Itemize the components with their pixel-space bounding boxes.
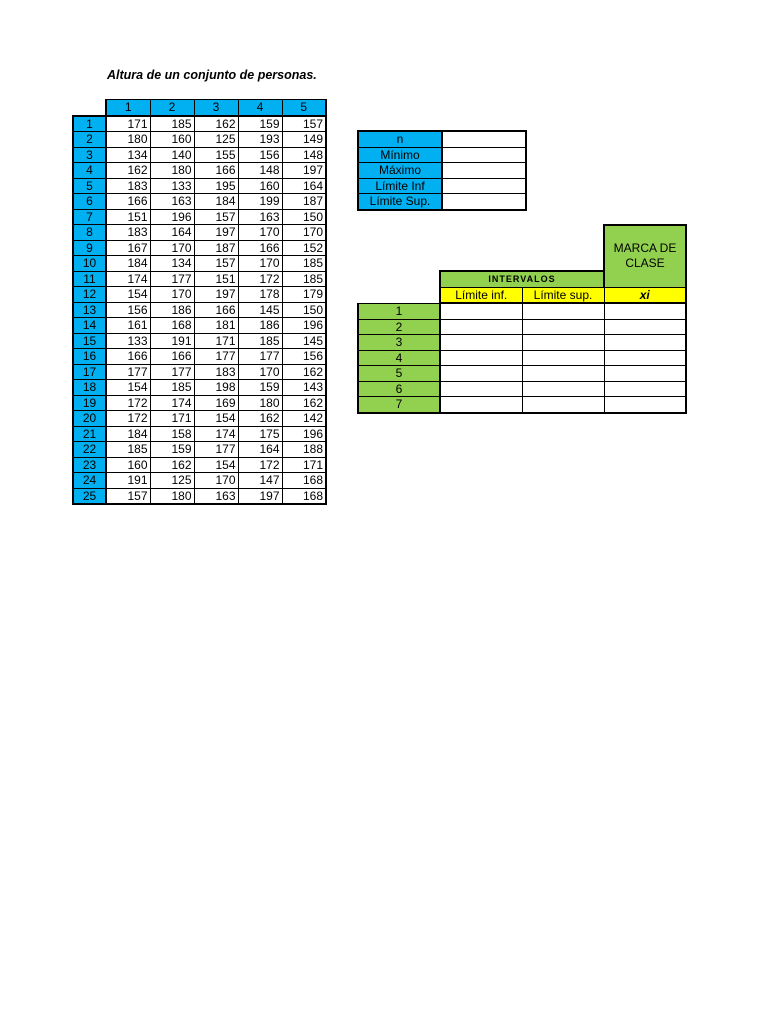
row-header: 14 — [73, 318, 106, 334]
data-cell[interactable]: 166 — [106, 349, 150, 365]
class-mark-cell[interactable] — [604, 381, 686, 397]
data-cell[interactable]: 169 — [194, 395, 238, 411]
row-header: 12 — [73, 287, 106, 303]
data-cell[interactable]: 184 — [106, 426, 150, 442]
table-row — [73, 116, 326, 132]
summary-row — [358, 131, 526, 147]
summary-row — [358, 163, 526, 179]
data-cell[interactable]: 143 — [282, 380, 326, 396]
summary-value-cell[interactable] — [442, 131, 526, 147]
row-header: 3 — [73, 147, 106, 163]
data-cell[interactable]: 179 — [282, 287, 326, 303]
row-header: 8 — [73, 225, 106, 241]
data-cell[interactable]: 196 — [282, 318, 326, 334]
data-cell[interactable]: 164 — [282, 178, 326, 194]
data-cell[interactable]: 145 — [282, 333, 326, 349]
blank-cell — [358, 287, 440, 303]
data-cell[interactable]: 154 — [194, 457, 238, 473]
data-cell[interactable]: 172 — [238, 271, 282, 287]
data-cell[interactable]: 171 — [106, 116, 150, 132]
table-row — [73, 147, 326, 163]
column-header: 1 — [106, 100, 150, 116]
data-cell[interactable]: 160 — [238, 178, 282, 194]
data-cell[interactable]: 145 — [238, 302, 282, 318]
row-header: 25 — [73, 488, 106, 504]
data-cell[interactable]: 183 — [194, 364, 238, 380]
data-cell[interactable]: 187 — [194, 240, 238, 256]
summary-value-cell[interactable] — [442, 194, 526, 210]
data-cell[interactable]: 162 — [106, 163, 150, 179]
table-row — [73, 349, 326, 365]
row-header: 17 — [73, 364, 106, 380]
data-cell[interactable]: 160 — [106, 457, 150, 473]
data-cell[interactable]: 162 — [150, 457, 194, 473]
blank-cell — [358, 225, 604, 271]
summary-label: Mínimo — [358, 147, 442, 163]
class-mark-cell[interactable] — [604, 366, 686, 382]
data-cell[interactable]: 157 — [106, 488, 150, 504]
data-cell[interactable]: 177 — [194, 349, 238, 365]
data-cell[interactable]: 170 — [194, 473, 238, 489]
data-cell[interactable]: 195 — [194, 178, 238, 194]
summary-row — [358, 194, 526, 210]
data-cell[interactable]: 174 — [150, 395, 194, 411]
row-header: 18 — [73, 380, 106, 396]
table-row — [73, 442, 326, 458]
data-cell[interactable]: 177 — [194, 442, 238, 458]
interval-index: 7 — [358, 397, 440, 413]
data-cell[interactable]: 196 — [282, 426, 326, 442]
data-cell[interactable]: 166 — [238, 240, 282, 256]
data-cell[interactable]: 125 — [150, 473, 194, 489]
data-cell[interactable]: 171 — [282, 457, 326, 473]
upper-limit-cell[interactable] — [522, 366, 604, 382]
row-header: 9 — [73, 240, 106, 256]
data-cell[interactable]: 174 — [194, 426, 238, 442]
interval-row — [358, 381, 686, 397]
data-cell[interactable]: 167 — [106, 240, 150, 256]
interval-row — [358, 303, 686, 319]
data-cell[interactable]: 166 — [150, 349, 194, 365]
column-header: 4 — [238, 100, 282, 116]
data-cell[interactable]: 180 — [106, 132, 150, 148]
data-cell[interactable]: 154 — [106, 287, 150, 303]
row-header: 16 — [73, 349, 106, 365]
row-header: 23 — [73, 457, 106, 473]
table-row — [73, 457, 326, 473]
data-cell[interactable]: 157 — [194, 209, 238, 225]
table-row — [73, 364, 326, 380]
summary-value-cell[interactable] — [442, 178, 526, 194]
summary-row — [358, 178, 526, 194]
data-cell[interactable]: 161 — [106, 318, 150, 334]
data-cell[interactable]: 156 — [106, 302, 150, 318]
data-cell[interactable]: 170 — [150, 287, 194, 303]
row-header: 5 — [73, 178, 106, 194]
upper-limit-cell[interactable] — [522, 303, 604, 319]
table-row — [73, 240, 326, 256]
data-cell[interactable]: 151 — [106, 209, 150, 225]
data-cell[interactable]: 134 — [150, 256, 194, 272]
data-cell[interactable]: 140 — [150, 147, 194, 163]
table-row — [73, 209, 326, 225]
data-cell[interactable]: 164 — [150, 225, 194, 241]
data-cell[interactable]: 168 — [282, 473, 326, 489]
data-cell[interactable]: 197 — [194, 287, 238, 303]
class-mark-cell[interactable] — [604, 350, 686, 366]
table-row — [73, 333, 326, 349]
data-cell[interactable]: 166 — [194, 163, 238, 179]
intervals-table — [357, 224, 687, 414]
data-cell[interactable]: 162 — [238, 411, 282, 427]
interval-index: 1 — [358, 303, 440, 319]
data-cell[interactable]: 148 — [282, 147, 326, 163]
data-cell[interactable]: 183 — [106, 225, 150, 241]
data-cell[interactable]: 177 — [106, 364, 150, 380]
interval-index: 4 — [358, 350, 440, 366]
data-cell[interactable]: 150 — [282, 209, 326, 225]
interval-row — [358, 350, 686, 366]
column-header: 5 — [282, 100, 326, 116]
data-cell[interactable]: 186 — [150, 302, 194, 318]
row-header: 15 — [73, 333, 106, 349]
class-mark-cell[interactable] — [604, 397, 686, 413]
data-cell[interactable]: 156 — [282, 349, 326, 365]
interval-index: 6 — [358, 381, 440, 397]
data-cell[interactable]: 185 — [238, 333, 282, 349]
data-cell[interactable]: 170 — [238, 256, 282, 272]
data-cell[interactable]: 197 — [194, 225, 238, 241]
upper-limit-cell[interactable] — [522, 397, 604, 413]
lower-limit-cell[interactable] — [440, 335, 522, 351]
data-cell[interactable]: 174 — [106, 271, 150, 287]
data-cell[interactable]: 142 — [282, 411, 326, 427]
table-row — [73, 488, 326, 504]
data-cell[interactable]: 193 — [238, 132, 282, 148]
row-header: 24 — [73, 473, 106, 489]
data-cell[interactable]: 163 — [238, 209, 282, 225]
data-cell[interactable]: 198 — [194, 380, 238, 396]
data-cell[interactable]: 150 — [282, 302, 326, 318]
row-header: 19 — [73, 395, 106, 411]
data-cell[interactable]: 133 — [106, 333, 150, 349]
data-cell[interactable]: 191 — [106, 473, 150, 489]
blank-cell — [358, 271, 440, 287]
data-cell[interactable]: 159 — [238, 116, 282, 132]
data-cell[interactable]: 180 — [150, 163, 194, 179]
data-cell[interactable]: 163 — [150, 194, 194, 210]
data-cell[interactable]: 177 — [150, 364, 194, 380]
data-cell[interactable]: 133 — [150, 178, 194, 194]
data-cell[interactable]: 148 — [238, 163, 282, 179]
data-cell[interactable]: 134 — [106, 147, 150, 163]
data-cell[interactable]: 197 — [282, 163, 326, 179]
data-cell[interactable]: 185 — [150, 380, 194, 396]
summary-label: n — [358, 131, 442, 147]
row-header: 13 — [73, 302, 106, 318]
data-cell[interactable]: 166 — [106, 194, 150, 210]
heights-data-table — [72, 99, 327, 505]
table-row — [73, 318, 326, 334]
upper-limit-cell[interactable] — [522, 335, 604, 351]
corner-cell — [73, 100, 106, 116]
data-cell[interactable]: 159 — [238, 380, 282, 396]
sheet-title: Altura de un conjunto de personas. — [107, 68, 317, 82]
table-row — [73, 395, 326, 411]
data-cell[interactable]: 184 — [194, 194, 238, 210]
data-cell[interactable]: 188 — [282, 442, 326, 458]
table-row — [73, 473, 326, 489]
column-header: 2 — [150, 100, 194, 116]
data-cell[interactable]: 168 — [150, 318, 194, 334]
summary-row — [358, 147, 526, 163]
summary-table — [357, 130, 527, 211]
upper-limit-cell[interactable] — [522, 350, 604, 366]
data-cell[interactable]: 160 — [150, 132, 194, 148]
class-mark-cell[interactable] — [604, 303, 686, 319]
data-cell[interactable]: 149 — [282, 132, 326, 148]
data-cell[interactable]: 185 — [282, 271, 326, 287]
data-cell[interactable]: 171 — [150, 411, 194, 427]
data-cell[interactable]: 170 — [238, 225, 282, 241]
data-cell[interactable]: 199 — [238, 194, 282, 210]
table-row — [73, 178, 326, 194]
data-cell[interactable]: 191 — [150, 333, 194, 349]
summary-label: Límite Inf — [358, 178, 442, 194]
table-row — [73, 271, 326, 287]
table-row — [73, 302, 326, 318]
data-cell[interactable]: 170 — [150, 240, 194, 256]
data-cell[interactable]: 170 — [238, 364, 282, 380]
table-row — [73, 426, 326, 442]
data-cell[interactable]: 172 — [238, 457, 282, 473]
data-cell[interactable]: 162 — [194, 116, 238, 132]
limite-sup-header: Límite sup. — [522, 287, 604, 303]
row-header: 11 — [73, 271, 106, 287]
data-cell[interactable]: 185 — [106, 442, 150, 458]
data-cell[interactable]: 185 — [150, 116, 194, 132]
data-cell[interactable]: 157 — [282, 116, 326, 132]
table-row — [73, 194, 326, 210]
data-cell[interactable]: 181 — [194, 318, 238, 334]
lower-limit-cell[interactable] — [440, 303, 522, 319]
table-row — [73, 256, 326, 272]
interval-row — [358, 366, 686, 382]
row-header: 4 — [73, 163, 106, 179]
lower-limit-cell[interactable] — [440, 350, 522, 366]
table-row — [73, 132, 326, 148]
class-mark-cell[interactable] — [604, 319, 686, 335]
data-cell[interactable]: 155 — [194, 147, 238, 163]
lower-limit-cell[interactable] — [440, 319, 522, 335]
table-row — [73, 225, 326, 241]
lower-limit-cell[interactable] — [440, 397, 522, 413]
row-header: 20 — [73, 411, 106, 427]
data-cell[interactable]: 180 — [238, 395, 282, 411]
summary-value-cell[interactable] — [442, 147, 526, 163]
data-cell[interactable]: 154 — [106, 380, 150, 396]
data-cell[interactable]: 157 — [194, 256, 238, 272]
data-cell[interactable]: 172 — [106, 411, 150, 427]
table-row — [73, 287, 326, 303]
data-cell[interactable]: 180 — [150, 488, 194, 504]
row-header: 1 — [73, 116, 106, 132]
data-cell[interactable]: 178 — [238, 287, 282, 303]
data-cell[interactable]: 125 — [194, 132, 238, 148]
interval-index: 5 — [358, 366, 440, 382]
interval-row — [358, 335, 686, 351]
data-cell[interactable]: 166 — [194, 302, 238, 318]
data-cell[interactable]: 171 — [194, 333, 238, 349]
column-header: 3 — [194, 100, 238, 116]
limite-inf-header: Límite inf. — [440, 287, 522, 303]
data-cell[interactable]: 177 — [150, 271, 194, 287]
interval-index: 3 — [358, 335, 440, 351]
row-header: 22 — [73, 442, 106, 458]
data-cell[interactable]: 184 — [106, 256, 150, 272]
data-cell[interactable]: 168 — [282, 488, 326, 504]
data-cell[interactable]: 183 — [106, 178, 150, 194]
row-header: 21 — [73, 426, 106, 442]
data-cell[interactable]: 162 — [282, 364, 326, 380]
summary-value-cell[interactable] — [442, 163, 526, 179]
data-cell[interactable]: 175 — [238, 426, 282, 442]
data-cell[interactable]: 158 — [150, 426, 194, 442]
data-cell[interactable]: 159 — [150, 442, 194, 458]
table-row — [73, 380, 326, 396]
interval-index: 2 — [358, 319, 440, 335]
xi-header: xi — [604, 287, 686, 303]
summary-label: Límite Sup. — [358, 194, 442, 210]
data-cell[interactable]: 164 — [238, 442, 282, 458]
data-cell[interactable]: 147 — [238, 473, 282, 489]
data-cell[interactable]: 177 — [238, 349, 282, 365]
marca-de-clase-header: MARCA DE CLASE — [604, 225, 686, 287]
data-cell[interactable]: 156 — [238, 147, 282, 163]
row-header: 10 — [73, 256, 106, 272]
summary-label: Máximo — [358, 163, 442, 179]
data-cell[interactable]: 185 — [282, 256, 326, 272]
data-cell[interactable]: 197 — [238, 488, 282, 504]
row-header: 7 — [73, 209, 106, 225]
data-cell[interactable]: 163 — [194, 488, 238, 504]
table-row — [73, 163, 326, 179]
lower-limit-cell[interactable] — [440, 381, 522, 397]
interval-row — [358, 319, 686, 335]
row-header: 2 — [73, 132, 106, 148]
data-cell[interactable]: 162 — [282, 395, 326, 411]
data-cell[interactable]: 154 — [194, 411, 238, 427]
data-cell[interactable]: 170 — [282, 225, 326, 241]
data-cell[interactable]: 196 — [150, 209, 194, 225]
interval-row — [358, 397, 686, 413]
class-mark-cell[interactable] — [604, 335, 686, 351]
data-cell[interactable]: 172 — [106, 395, 150, 411]
upper-limit-cell[interactable] — [522, 381, 604, 397]
row-header: 6 — [73, 194, 106, 210]
data-cell[interactable]: 151 — [194, 271, 238, 287]
data-cell[interactable]: 186 — [238, 318, 282, 334]
data-cell[interactable]: 187 — [282, 194, 326, 210]
intervalos-header: INTERVALOS — [440, 271, 604, 287]
lower-limit-cell[interactable] — [440, 366, 522, 382]
upper-limit-cell[interactable] — [522, 319, 604, 335]
data-cell[interactable]: 152 — [282, 240, 326, 256]
table-row — [73, 411, 326, 427]
